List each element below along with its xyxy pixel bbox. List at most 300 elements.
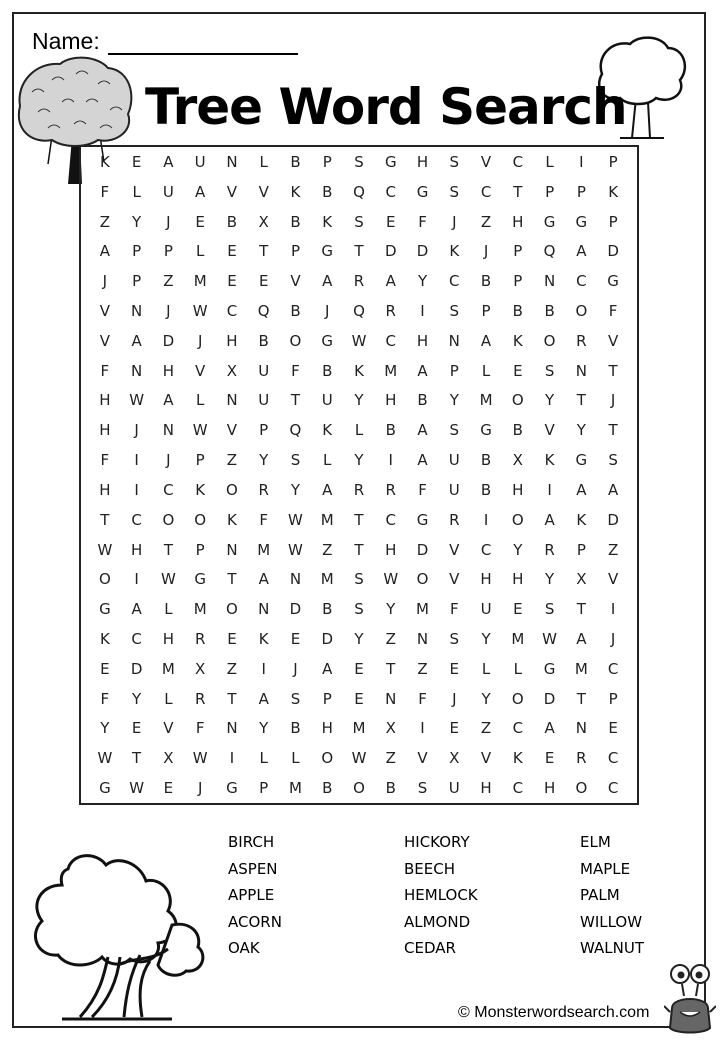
grid-cell[interactable]: D bbox=[289, 600, 302, 619]
grid-cell[interactable]: F bbox=[100, 361, 110, 380]
grid-cell[interactable]: K bbox=[195, 480, 206, 499]
grid-cell[interactable]: M bbox=[320, 570, 334, 589]
grid-cell[interactable]: E bbox=[100, 659, 110, 678]
grid-cell[interactable]: L bbox=[195, 242, 205, 261]
grid-cell[interactable]: C bbox=[163, 480, 174, 499]
grid-cell[interactable]: B bbox=[385, 779, 396, 798]
grid-cell[interactable]: A bbox=[576, 480, 587, 499]
grid-cell[interactable]: Y bbox=[481, 689, 491, 708]
grid-cell[interactable]: A bbox=[576, 629, 587, 648]
grid-cell[interactable]: O bbox=[194, 510, 207, 529]
grid-cell[interactable]: O bbox=[289, 331, 302, 350]
grid-cell[interactable]: O bbox=[543, 331, 556, 350]
grid-cell[interactable]: N bbox=[575, 361, 587, 380]
grid-cell[interactable]: C bbox=[607, 749, 619, 768]
grid-cell[interactable]: Y bbox=[259, 719, 269, 738]
grid-cell[interactable]: G bbox=[226, 779, 238, 798]
grid-cell[interactable]: V bbox=[449, 570, 460, 589]
grid-cell[interactable]: R bbox=[385, 480, 396, 499]
grid-cell[interactable]: T bbox=[354, 242, 364, 261]
grid-cell[interactable]: O bbox=[353, 779, 365, 798]
grid-cell[interactable]: K bbox=[449, 242, 460, 261]
grid-cell[interactable]: N bbox=[226, 719, 238, 738]
grid-cell[interactable]: L bbox=[259, 749, 268, 768]
grid-cell[interactable]: K bbox=[354, 361, 364, 380]
grid-cell[interactable]: M bbox=[416, 600, 429, 619]
grid-cell[interactable]: P bbox=[195, 540, 205, 559]
grid-cell[interactable]: A bbox=[576, 242, 587, 261]
grid-cell[interactable]: R bbox=[353, 272, 365, 291]
grid-cell[interactable]: K bbox=[290, 182, 301, 201]
grid-cell[interactable]: T bbox=[608, 421, 618, 440]
grid-cell[interactable]: T bbox=[132, 749, 142, 768]
grid-cell[interactable]: J bbox=[610, 629, 616, 648]
grid-cell[interactable]: I bbox=[579, 152, 584, 171]
grid-cell[interactable]: I bbox=[134, 570, 139, 589]
grid-cell[interactable]: Y bbox=[449, 391, 459, 410]
grid-cell[interactable]: A bbox=[195, 182, 206, 201]
grid-cell[interactable]: W bbox=[192, 301, 208, 320]
grid-cell[interactable]: H bbox=[512, 570, 524, 589]
grid-cell[interactable]: M bbox=[384, 361, 398, 380]
grid-cell[interactable]: I bbox=[420, 301, 425, 320]
grid-cell[interactable]: L bbox=[164, 600, 173, 619]
grid-cell[interactable]: F bbox=[100, 451, 110, 470]
grid-cell[interactable]: C bbox=[512, 779, 524, 798]
grid-cell[interactable]: N bbox=[385, 689, 397, 708]
grid-cell[interactable]: X bbox=[163, 749, 174, 768]
grid-cell[interactable]: P bbox=[132, 272, 142, 291]
grid-cell[interactable]: F bbox=[100, 689, 110, 708]
grid-cell[interactable]: P bbox=[322, 152, 332, 171]
grid-cell[interactable]: Z bbox=[163, 272, 174, 291]
grid-cell[interactable]: W bbox=[351, 749, 367, 768]
grid-cell[interactable]: Y bbox=[259, 451, 269, 470]
grid-cell[interactable]: I bbox=[134, 451, 139, 470]
grid-cell[interactable]: E bbox=[513, 600, 523, 619]
grid-cell[interactable]: S bbox=[354, 152, 364, 171]
grid-cell[interactable]: F bbox=[418, 212, 427, 231]
grid-cell[interactable]: L bbox=[354, 421, 364, 440]
grid-cell[interactable]: P bbox=[481, 301, 491, 320]
grid-cell[interactable]: J bbox=[134, 421, 139, 440]
grid-cell[interactable]: A bbox=[258, 570, 269, 589]
grid-cell[interactable]: T bbox=[354, 510, 364, 529]
grid-cell[interactable]: Z bbox=[480, 212, 492, 231]
grid-cell[interactable]: T bbox=[386, 659, 396, 678]
grid-cell[interactable]: N bbox=[162, 421, 175, 440]
grid-cell[interactable]: J bbox=[166, 451, 171, 470]
grid-cell[interactable]: A bbox=[480, 331, 492, 350]
grid-cell[interactable]: G bbox=[99, 779, 111, 798]
grid-cell[interactable]: Q bbox=[353, 182, 365, 201]
grid-cell[interactable]: X bbox=[195, 659, 206, 678]
grid-cell[interactable]: I bbox=[229, 749, 235, 768]
grid-cell[interactable]: C bbox=[131, 629, 142, 648]
grid-cell[interactable]: H bbox=[162, 629, 175, 648]
grid-cell[interactable]: G bbox=[194, 570, 206, 589]
grid-cell[interactable]: E bbox=[131, 719, 142, 738]
grid-cell[interactable]: J bbox=[325, 301, 330, 320]
grid-cell[interactable]: S bbox=[449, 421, 460, 440]
grid-cell[interactable]: E bbox=[290, 629, 301, 648]
grid-cell[interactable]: M bbox=[574, 659, 588, 678]
grid-cell[interactable]: B bbox=[226, 212, 238, 231]
grid-cell[interactable]: L bbox=[291, 749, 300, 768]
grid-cell[interactable]: N bbox=[258, 600, 270, 619]
grid-cell[interactable]: P bbox=[608, 689, 618, 708]
grid-cell[interactable]: W bbox=[129, 391, 145, 410]
grid-cell[interactable]: B bbox=[322, 779, 333, 798]
grid-cell[interactable]: K bbox=[227, 510, 237, 529]
grid-cell[interactable]: O bbox=[162, 510, 175, 529]
grid-cell[interactable]: D bbox=[162, 331, 175, 350]
grid-cell[interactable]: U bbox=[448, 779, 460, 798]
grid-cell[interactable]: V bbox=[544, 421, 555, 440]
grid-cell[interactable]: C bbox=[385, 331, 396, 350]
grid-cell[interactable]: X bbox=[512, 451, 523, 470]
grid-cell[interactable]: P bbox=[513, 242, 523, 261]
grid-cell[interactable]: Z bbox=[385, 749, 396, 768]
grid-cell[interactable]: A bbox=[607, 480, 619, 499]
grid-cell[interactable]: S bbox=[449, 629, 460, 648]
grid-cell[interactable]: S bbox=[608, 451, 618, 470]
grid-cell[interactable]: A bbox=[258, 689, 269, 708]
grid-cell[interactable]: M bbox=[193, 600, 207, 619]
grid-cell[interactable]: H bbox=[99, 391, 111, 410]
grid-cell[interactable]: W bbox=[351, 331, 367, 350]
grid-cell[interactable]: V bbox=[195, 361, 206, 380]
grid-cell[interactable]: M bbox=[193, 272, 207, 291]
name-blank-line[interactable] bbox=[108, 31, 298, 55]
grid-cell[interactable]: T bbox=[259, 242, 269, 261]
grid-cell[interactable]: B bbox=[322, 361, 333, 380]
grid-cell[interactable]: P bbox=[290, 242, 300, 261]
grid-cell[interactable]: S bbox=[417, 779, 428, 798]
grid-cell[interactable]: P bbox=[163, 242, 173, 261]
grid-cell[interactable]: B bbox=[290, 152, 301, 171]
grid-cell[interactable]: C bbox=[131, 510, 142, 529]
grid-cell[interactable]: K bbox=[322, 421, 333, 440]
grid-cell[interactable]: R bbox=[194, 629, 206, 648]
grid-cell[interactable]: Z bbox=[417, 659, 428, 678]
grid-cell[interactable]: E bbox=[195, 212, 205, 231]
grid-cell[interactable]: G bbox=[416, 182, 429, 201]
grid-cell[interactable]: I bbox=[483, 510, 489, 529]
grid-cell[interactable]: H bbox=[130, 540, 143, 559]
grid-cell[interactable]: I bbox=[420, 719, 425, 738]
grid-cell[interactable]: N bbox=[226, 391, 238, 410]
grid-cell[interactable]: W bbox=[288, 540, 303, 559]
grid-cell[interactable]: H bbox=[480, 570, 492, 589]
grid-cell[interactable]: E bbox=[449, 659, 460, 678]
grid-cell[interactable]: Y bbox=[513, 540, 523, 559]
grid-cell[interactable]: U bbox=[194, 152, 206, 171]
grid-cell[interactable]: M bbox=[511, 629, 525, 648]
grid-cell[interactable]: J bbox=[452, 212, 457, 231]
grid-cell[interactable]: I bbox=[261, 659, 266, 678]
grid-cell[interactable]: T bbox=[608, 361, 618, 380]
grid-cell[interactable]: Q bbox=[289, 421, 302, 440]
grid-cell[interactable]: I bbox=[388, 451, 393, 470]
grid-cell[interactable]: J bbox=[166, 212, 171, 231]
grid-cell[interactable]: J bbox=[166, 301, 171, 320]
grid-cell[interactable]: P bbox=[132, 242, 142, 261]
grid-cell[interactable]: M bbox=[320, 510, 334, 529]
grid-cell[interactable]: T bbox=[163, 540, 173, 559]
grid-cell[interactable]: R bbox=[194, 689, 206, 708]
grid-cell[interactable]: W bbox=[129, 779, 145, 798]
grid-cell[interactable]: I bbox=[610, 600, 616, 619]
grid-cell[interactable]: K bbox=[99, 629, 110, 648]
grid-cell[interactable]: W bbox=[542, 629, 557, 648]
grid-cell[interactable]: F bbox=[449, 600, 459, 619]
grid-cell[interactable]: Y bbox=[100, 719, 110, 738]
grid-cell[interactable]: U bbox=[448, 480, 460, 499]
grid-cell[interactable]: V bbox=[99, 301, 110, 320]
grid-cell[interactable]: J bbox=[102, 272, 108, 291]
grid-cell[interactable]: H bbox=[99, 480, 111, 499]
grid-cell[interactable]: E bbox=[544, 749, 555, 768]
grid-cell[interactable]: A bbox=[544, 719, 555, 738]
grid-cell[interactable]: D bbox=[321, 629, 333, 648]
grid-cell[interactable]: Y bbox=[576, 421, 586, 440]
grid-cell[interactable]: A bbox=[163, 152, 174, 171]
grid-cell[interactable]: M bbox=[161, 659, 175, 678]
grid-cell[interactable]: T bbox=[290, 391, 301, 410]
grid-cell[interactable]: A bbox=[417, 421, 428, 440]
grid-cell[interactable]: N bbox=[416, 629, 429, 648]
grid-cell[interactable]: E bbox=[354, 659, 364, 678]
grid-cell[interactable]: A bbox=[99, 242, 110, 261]
grid-cell[interactable]: W bbox=[288, 510, 303, 529]
grid-cell[interactable]: H bbox=[162, 361, 175, 380]
grid-cell[interactable]: N bbox=[575, 719, 587, 738]
grid-cell[interactable]: P bbox=[322, 689, 332, 708]
grid-cell[interactable]: A bbox=[131, 331, 142, 350]
grid-cell[interactable]: N bbox=[448, 331, 460, 350]
grid-cell[interactable]: B bbox=[417, 391, 428, 410]
grid-cell[interactable]: H bbox=[512, 480, 524, 499]
grid-cell[interactable]: S bbox=[544, 600, 555, 619]
grid-cell[interactable]: S bbox=[354, 212, 364, 231]
grid-cell[interactable]: R bbox=[449, 510, 460, 529]
grid-cell[interactable]: A bbox=[417, 361, 428, 380]
grid-cell[interactable]: V bbox=[290, 272, 301, 291]
grid-cell[interactable]: C bbox=[512, 719, 524, 738]
grid-cell[interactable]: K bbox=[608, 182, 619, 201]
grid-cell[interactable]: V bbox=[163, 719, 174, 738]
grid-cell[interactable]: J bbox=[197, 779, 203, 798]
grid-cell[interactable]: S bbox=[449, 152, 460, 171]
grid-cell[interactable]: T bbox=[513, 182, 523, 201]
grid-cell[interactable]: F bbox=[195, 719, 205, 738]
grid-cell[interactable]: G bbox=[575, 212, 588, 231]
grid-cell[interactable]: Y bbox=[545, 391, 555, 410]
grid-cell[interactable]: T bbox=[100, 510, 110, 529]
grid-cell[interactable]: G bbox=[384, 152, 397, 171]
grid-cell[interactable]: W bbox=[192, 749, 208, 768]
grid-cell[interactable]: P bbox=[195, 451, 205, 470]
grid-cell[interactable]: P bbox=[513, 272, 523, 291]
grid-cell[interactable]: W bbox=[192, 421, 208, 440]
grid-cell[interactable]: H bbox=[99, 421, 111, 440]
grid-cell[interactable]: X bbox=[258, 212, 269, 231]
grid-cell[interactable]: L bbox=[132, 182, 141, 201]
grid-cell[interactable]: E bbox=[386, 212, 396, 231]
grid-cell[interactable]: H bbox=[416, 152, 429, 171]
grid-cell[interactable]: S bbox=[290, 451, 301, 470]
grid-cell[interactable]: B bbox=[385, 421, 396, 440]
grid-cell[interactable]: O bbox=[321, 749, 334, 768]
grid-cell[interactable]: B bbox=[480, 272, 492, 291]
grid-cell[interactable]: L bbox=[164, 689, 173, 708]
grid-cell[interactable]: A bbox=[322, 272, 333, 291]
grid-cell[interactable]: Y bbox=[290, 480, 301, 499]
grid-cell[interactable]: X bbox=[449, 749, 460, 768]
grid-cell[interactable]: L bbox=[545, 152, 554, 171]
grid-cell[interactable]: V bbox=[607, 570, 619, 589]
grid-cell[interactable]: Y bbox=[386, 600, 396, 619]
grid-cell[interactable]: L bbox=[259, 152, 268, 171]
grid-cell[interactable]: D bbox=[130, 659, 143, 678]
grid-cell[interactable]: M bbox=[257, 540, 271, 559]
grid-cell[interactable]: G bbox=[321, 331, 334, 350]
grid-cell[interactable]: K bbox=[576, 510, 587, 529]
grid-cell[interactable]: H bbox=[385, 391, 397, 410]
grid-cell[interactable]: O bbox=[98, 570, 111, 589]
grid-cell[interactable]: V bbox=[226, 421, 238, 440]
grid-cell[interactable]: L bbox=[481, 361, 491, 380]
grid-cell[interactable]: S bbox=[354, 570, 364, 589]
grid-cell[interactable]: G bbox=[99, 600, 111, 619]
grid-cell[interactable]: H bbox=[543, 779, 556, 798]
grid-cell[interactable]: R bbox=[353, 480, 365, 499]
grid-cell[interactable]: N bbox=[131, 361, 143, 380]
grid-cell[interactable]: C bbox=[385, 510, 396, 529]
grid-cell[interactable]: G bbox=[321, 242, 334, 261]
grid-cell[interactable]: F bbox=[418, 689, 427, 708]
grid-cell[interactable]: K bbox=[258, 629, 269, 648]
grid-cell[interactable]: S bbox=[354, 600, 364, 619]
grid-cell[interactable]: K bbox=[322, 212, 333, 231]
grid-cell[interactable]: F bbox=[418, 480, 427, 499]
grid-cell[interactable]: O bbox=[575, 779, 588, 798]
grid-cell[interactable]: A bbox=[385, 272, 396, 291]
grid-cell[interactable]: G bbox=[575, 451, 588, 470]
grid-cell[interactable]: P bbox=[608, 212, 618, 231]
grid-cell[interactable]: E bbox=[354, 689, 364, 708]
grid-cell[interactable]: G bbox=[416, 510, 429, 529]
grid-cell[interactable]: Z bbox=[99, 212, 111, 231]
grid-cell[interactable]: V bbox=[449, 540, 460, 559]
grid-cell[interactable]: H bbox=[512, 212, 524, 231]
grid-cell[interactable]: W bbox=[160, 570, 176, 589]
grid-cell[interactable]: O bbox=[511, 689, 524, 708]
grid-cell[interactable]: H bbox=[480, 779, 492, 798]
grid-cell[interactable]: L bbox=[513, 659, 522, 678]
grid-cell[interactable]: O bbox=[226, 600, 238, 619]
grid-cell[interactable]: X bbox=[385, 719, 396, 738]
grid-cell[interactable]: P bbox=[576, 182, 586, 201]
grid-cell[interactable]: Z bbox=[226, 659, 238, 678]
grid-cell[interactable]: C bbox=[449, 272, 460, 291]
grid-cell[interactable]: E bbox=[608, 719, 618, 738]
grid-cell[interactable]: Y bbox=[132, 689, 142, 708]
grid-cell[interactable]: A bbox=[544, 510, 555, 529]
grid-cell[interactable]: E bbox=[163, 779, 174, 798]
grid-cell[interactable]: Z bbox=[607, 540, 619, 559]
grid-cell[interactable]: E bbox=[227, 629, 237, 648]
grid-cell[interactable]: T bbox=[576, 600, 586, 619]
grid-cell[interactable]: A bbox=[417, 451, 428, 470]
grid-cell[interactable]: R bbox=[576, 749, 587, 768]
grid-cell[interactable]: E bbox=[258, 272, 269, 291]
grid-cell[interactable]: R bbox=[385, 301, 396, 320]
grid-cell[interactable]: E bbox=[227, 242, 237, 261]
grid-cell[interactable]: T bbox=[576, 689, 586, 708]
grid-cell[interactable]: N bbox=[226, 152, 238, 171]
grid-cell[interactable]: Y bbox=[354, 451, 364, 470]
grid-cell[interactable]: A bbox=[131, 600, 142, 619]
grid-cell[interactable]: C bbox=[385, 182, 396, 201]
grid-cell[interactable]: E bbox=[449, 719, 460, 738]
grid-cell[interactable]: D bbox=[384, 242, 397, 261]
grid-cell[interactable]: D bbox=[543, 689, 556, 708]
grid-cell[interactable]: Z bbox=[480, 719, 492, 738]
grid-cell[interactable]: B bbox=[322, 182, 333, 201]
grid-cell[interactable]: T bbox=[354, 540, 364, 559]
grid-cell[interactable]: Z bbox=[385, 629, 396, 648]
grid-cell[interactable]: V bbox=[99, 331, 110, 350]
grid-cell[interactable]: H bbox=[385, 540, 397, 559]
grid-cell[interactable]: C bbox=[607, 659, 619, 678]
grid-cell[interactable]: R bbox=[576, 331, 587, 350]
grid-cell[interactable]: Y bbox=[417, 272, 428, 291]
grid-cell[interactable]: D bbox=[607, 242, 619, 261]
grid-cell[interactable]: I bbox=[134, 480, 139, 499]
grid-cell[interactable]: C bbox=[512, 152, 524, 171]
grid-cell[interactable]: R bbox=[258, 480, 269, 499]
grid-cell[interactable]: L bbox=[481, 659, 491, 678]
grid-cell[interactable]: F bbox=[608, 301, 618, 320]
grid-cell[interactable]: U bbox=[162, 182, 174, 201]
grid-cell[interactable]: W bbox=[97, 540, 113, 559]
grid-cell[interactable]: P bbox=[259, 421, 269, 440]
grid-cell[interactable]: F bbox=[100, 182, 110, 201]
grid-cell[interactable]: U bbox=[258, 391, 270, 410]
grid-cell[interactable]: P bbox=[576, 540, 586, 559]
grid-cell[interactable]: F bbox=[291, 361, 300, 380]
grid-cell[interactable]: P bbox=[259, 779, 269, 798]
grid-cell[interactable]: E bbox=[227, 272, 237, 291]
grid-cell[interactable]: U bbox=[258, 361, 270, 380]
grid-cell[interactable]: N bbox=[289, 570, 302, 589]
grid-cell[interactable]: P bbox=[449, 361, 459, 380]
grid-cell[interactable]: B bbox=[512, 301, 523, 320]
grid-cell[interactable]: N bbox=[131, 301, 143, 320]
grid-cell[interactable]: W bbox=[97, 749, 113, 768]
grid-cell[interactable]: D bbox=[607, 510, 619, 529]
grid-cell[interactable]: S bbox=[544, 361, 555, 380]
grid-cell[interactable]: O bbox=[575, 301, 588, 320]
grid-cell[interactable]: V bbox=[607, 331, 619, 350]
grid-cell[interactable]: A bbox=[322, 659, 333, 678]
grid-cell[interactable]: M bbox=[352, 719, 366, 738]
grid-cell[interactable]: B bbox=[544, 301, 555, 320]
grid-cell[interactable]: B bbox=[480, 451, 492, 470]
grid-cell[interactable]: V bbox=[417, 749, 428, 768]
